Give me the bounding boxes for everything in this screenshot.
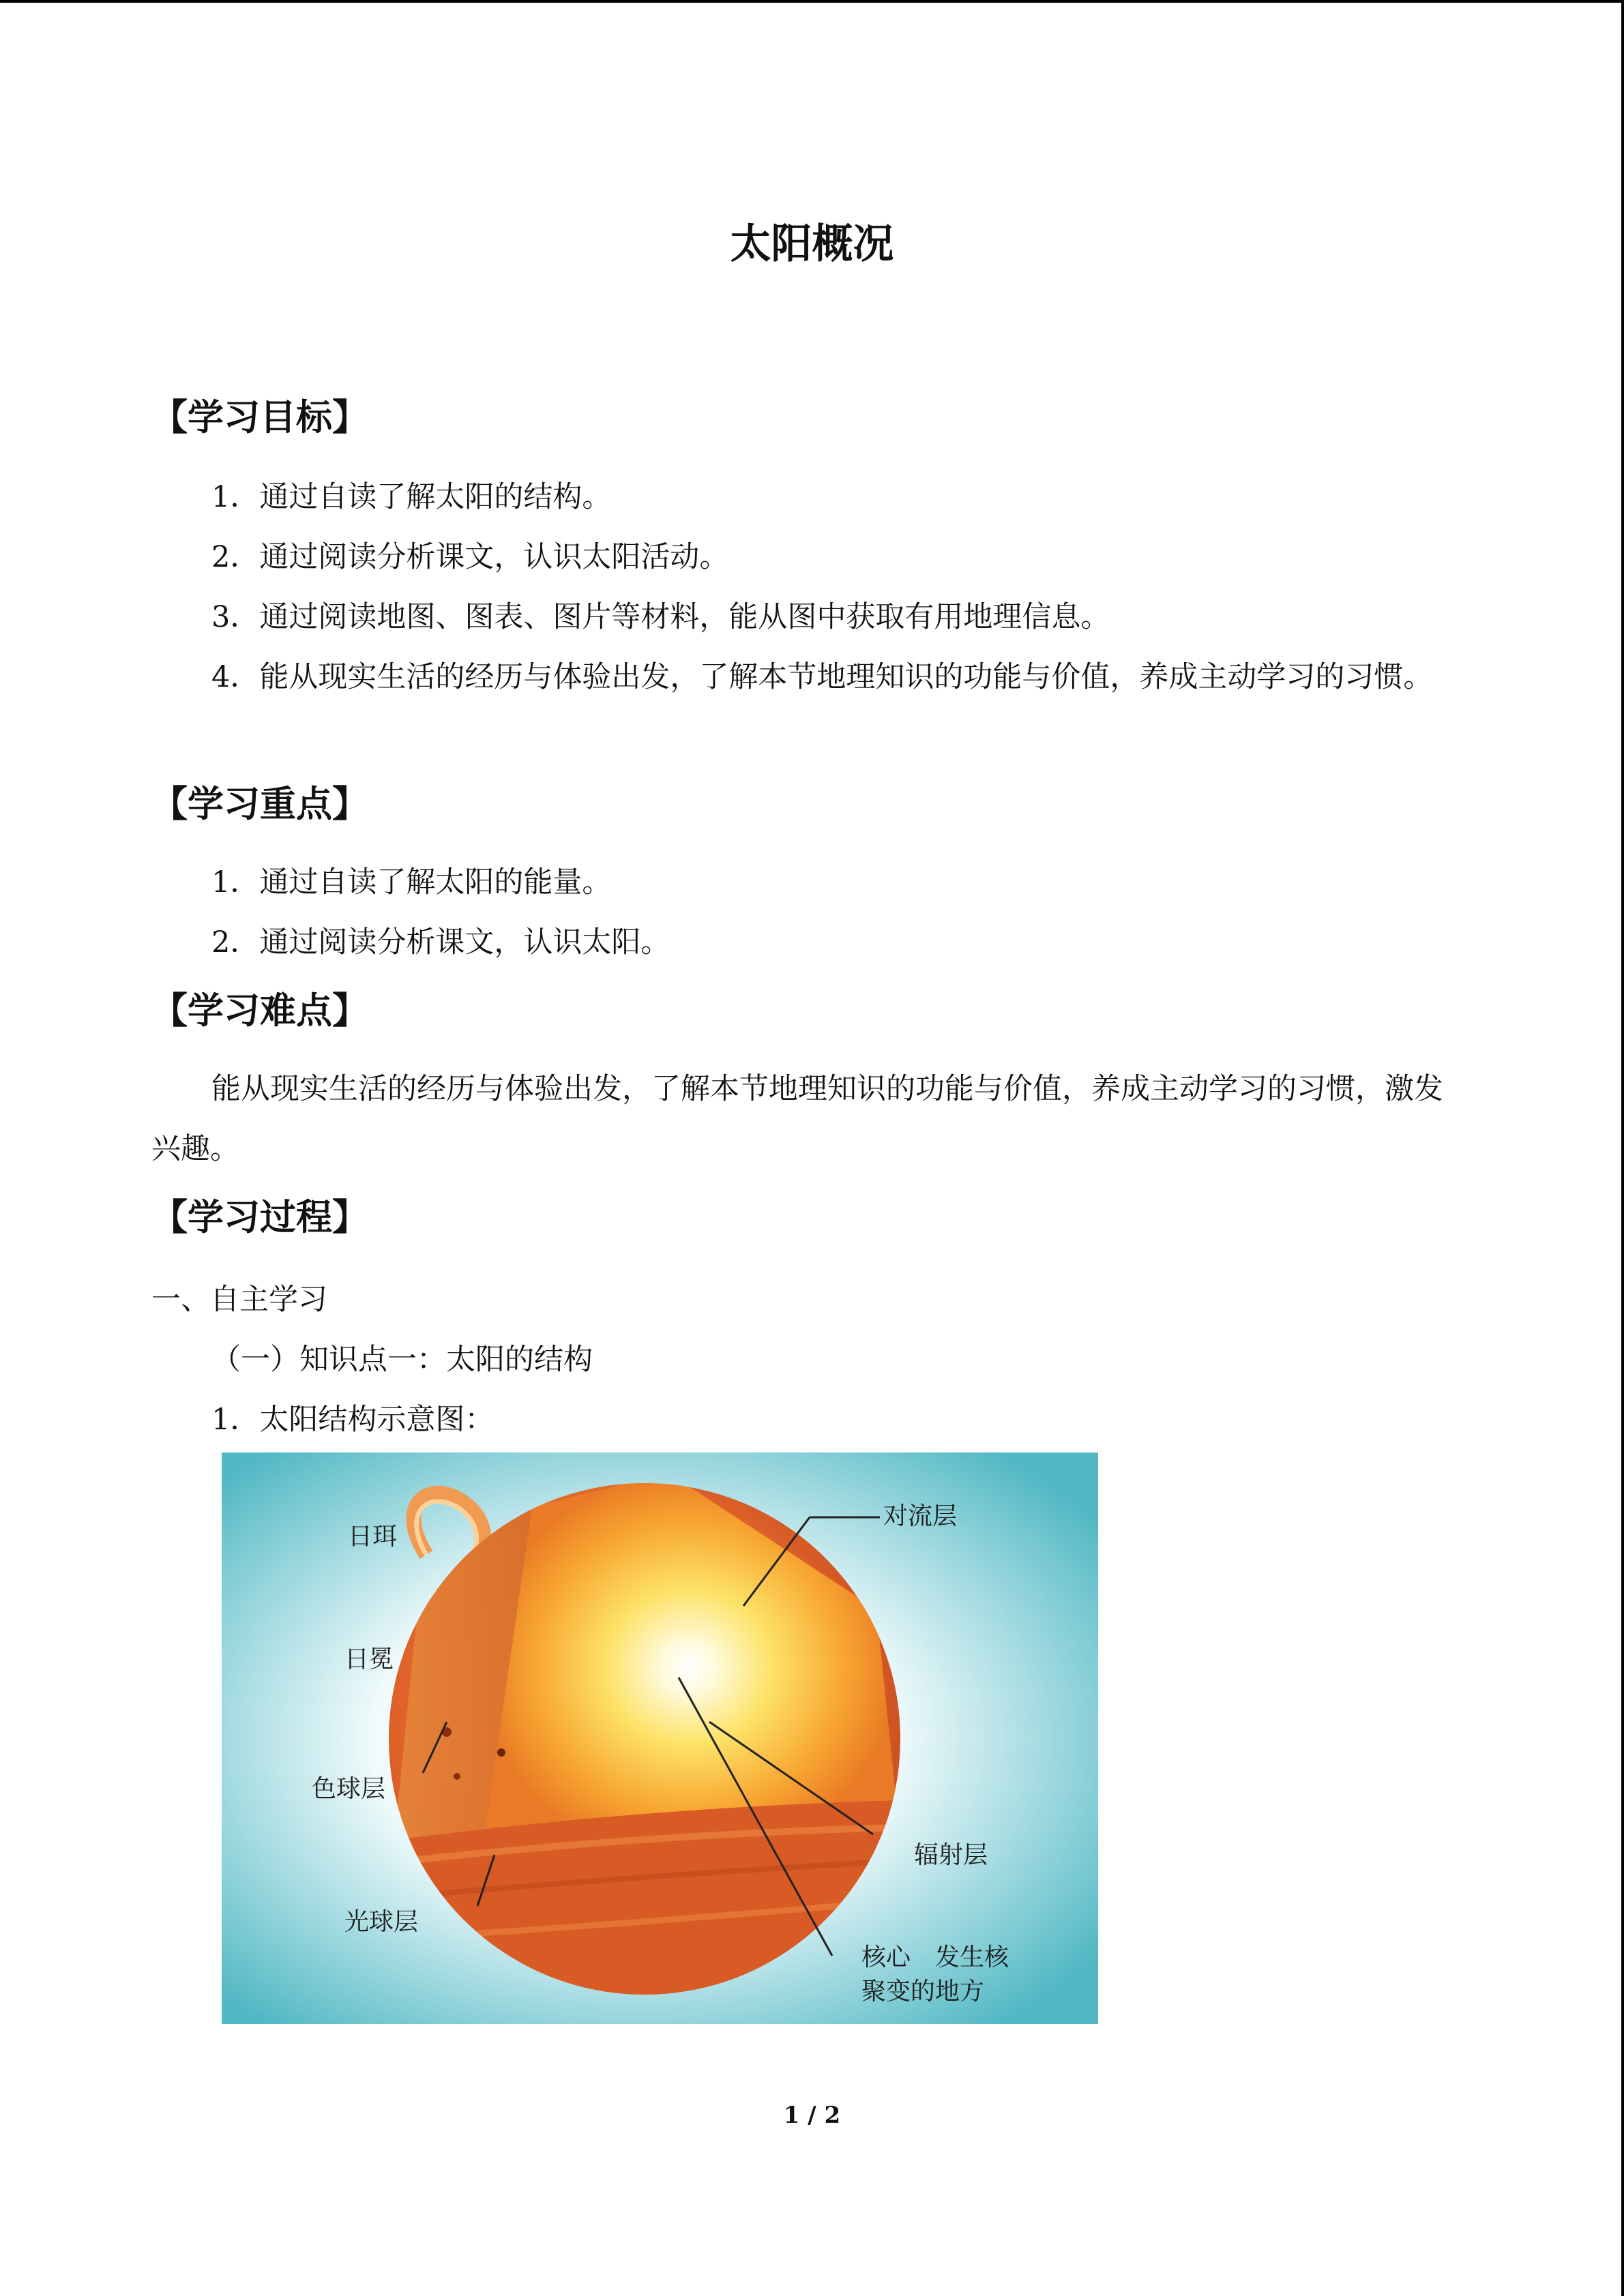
objective-item: 2．通过阅读分析课文，认识太阳活动。 xyxy=(211,540,729,574)
page-border-top xyxy=(0,0,1624,3)
process-sub1: （一）知识点一：太阳的结构 xyxy=(211,1343,593,1377)
label-chromosphere: 色球层 xyxy=(312,1775,386,1803)
page-border-right xyxy=(1621,0,1624,2296)
label-prominence: 日珥 xyxy=(348,1523,398,1551)
objective-item: 3．通过阅读地图、图表、图片等材料，能从图中获取有用地理信息。 xyxy=(211,600,1110,634)
label-radiation: 辐射层 xyxy=(914,1841,988,1869)
objectives-heading: 【学习目标】 xyxy=(151,397,368,438)
sunspot xyxy=(497,1748,505,1757)
key-points-heading: 【学习重点】 xyxy=(151,784,368,825)
label-photosphere: 光球层 xyxy=(344,1908,419,1936)
label-corona: 日冕 xyxy=(344,1645,394,1673)
process-heading: 【学习过程】 xyxy=(151,1197,368,1238)
sunspot xyxy=(454,1773,460,1780)
label-convection: 对流层 xyxy=(883,1502,958,1530)
page-number: 1 / 2 xyxy=(783,2102,841,2129)
key-point-item: 2．通过阅读分析课文，认识太阳。 xyxy=(211,925,670,959)
key-point-item: 1．通过自读了解太阳的能量。 xyxy=(211,865,612,899)
sun-structure-diagram xyxy=(222,1452,1098,2024)
label-core-line2: 聚变的地方 xyxy=(861,1978,985,2006)
difficulties-heading: 【学习难点】 xyxy=(151,990,368,1032)
label-core-line1: 核心 发生核 xyxy=(861,1943,1009,1971)
process-part1: 一、自主学习 xyxy=(151,1283,327,1317)
page-title: 太阳概况 xyxy=(730,220,894,268)
objective-item: 1．通过自读了解太阳的结构。 xyxy=(211,480,612,514)
objective-item: 4．能从现实生活的经历与体验出发，了解本节地理知识的功能与价值，养成主动学习的习惯。 xyxy=(211,660,1433,694)
difficulties-text: 能从现实生活的经历与体验出发，了解本节地理知识的功能与价值，养成主动学习的习惯，激发兴趣。 xyxy=(151,1072,1443,1166)
process-item1: 1．太阳结构示意图： xyxy=(211,1403,494,1437)
